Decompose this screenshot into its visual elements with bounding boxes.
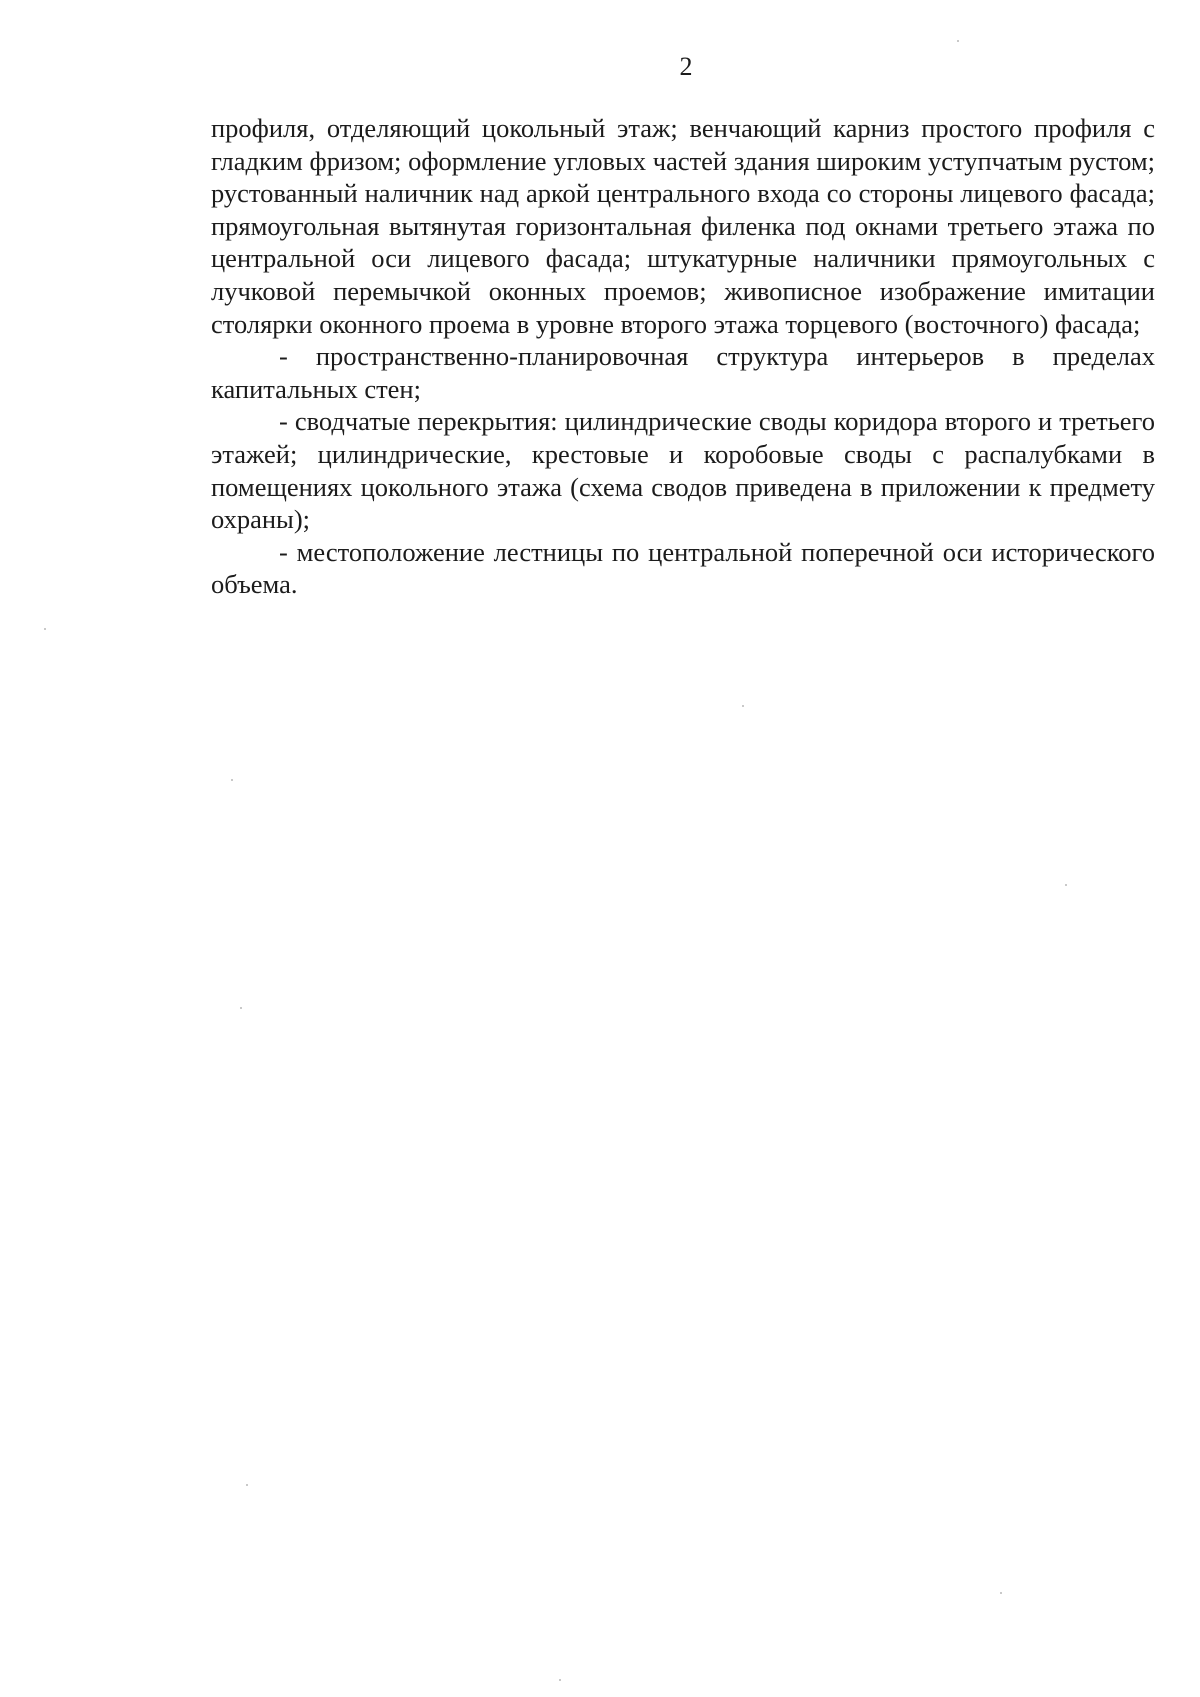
scan-speck xyxy=(1000,1592,1002,1594)
scan-speck xyxy=(742,705,744,707)
scan-speck xyxy=(246,1484,248,1486)
paragraph-vaulted-ceilings: - сводчатые перекрытия: цилиндрические своды коридора второго и третьего этажей; цилиндрические, крестовые и коробовые своды с распалубками в помещениях цокольного этажа (схема сводов приведена в приложении к предмету охраны); xyxy=(211,406,1155,535)
scan-speck xyxy=(957,40,959,42)
scan-speck xyxy=(559,1679,561,1681)
paragraph-facade-elements: профиля, отделяющий цокольный этаж; венчающий карниз простого профиля с гладким фризом; оформление угловых частей здания широким уступчатым рустом; рустованный наличник над аркой центрального входа со стороны лицевого фасада; прямоугольная вытянутая горизонтальная филенка под окнами третьего этажа по центральной оси лицевого фасада; штукатурные наличники прямоугольных с лучковой перемычкой оконных проемов; живописное изображение имитации столярки оконного проема в уровне второго этажа торцевого (восточного) фасада; xyxy=(211,113,1155,339)
document-body xyxy=(211,112,1155,601)
scan-speck xyxy=(231,779,233,781)
scan-speck xyxy=(1065,884,1067,886)
scan-speck xyxy=(240,1007,242,1009)
paragraph-planning-structure: - пространственно-планировочная структура интерьеров в пределах капитальных стен; xyxy=(211,341,1155,404)
page-number: 2 xyxy=(679,52,693,81)
paragraph-staircase-location: - местоположение лестницы по центральной поперечной оси исторического объема. xyxy=(211,536,1155,600)
scan-speck xyxy=(44,628,46,630)
